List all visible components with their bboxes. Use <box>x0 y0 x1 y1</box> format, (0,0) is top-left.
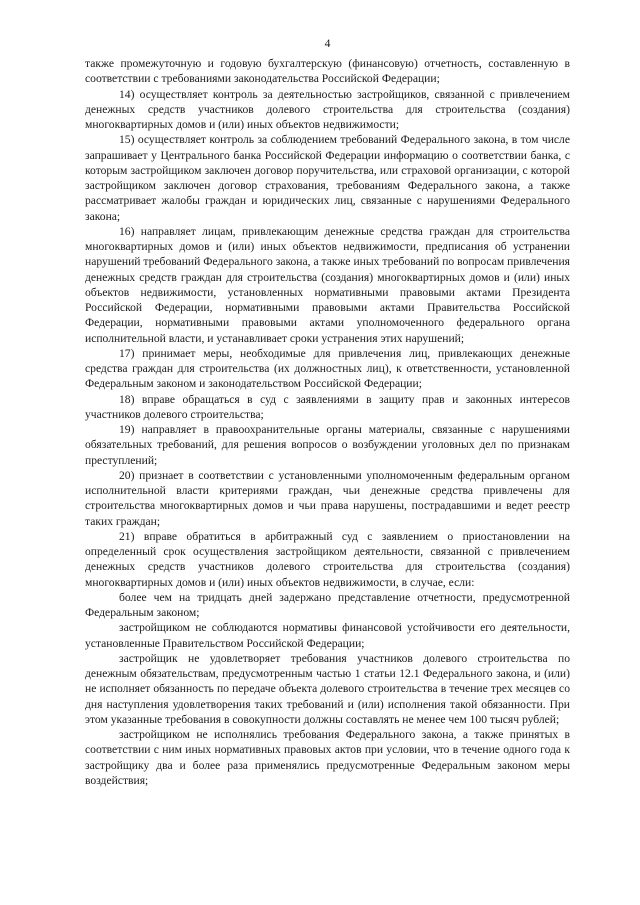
paragraph-item-20: 20) признает в соответствии с установленными уполномоченным федеральным органом исполнительной власти критериями граждан, чьи денежные средства привлечены для строительства многоквартирных домов и чьи права нарушены, пострадавшими и ведет реестр таких граждан; <box>85 468 570 528</box>
paragraph-item-21: 21) вправе обратиться в арбитражный суд с заявлением о приостановлении на определенный срок осуществления застройщиком деятельности, связанной с привлечением денежных средств участников долевого строительства для строительства (создания) многоквартирных домов и (или) иных объектов недвижимости, в случае, если: <box>85 529 570 589</box>
paragraph-condition-reporting-delay: более чем на тридцать дней задержано представление отчетности, предусмотренной Федеральным законом; <box>85 590 570 619</box>
paragraph-item-17: 17) принимает меры, необходимые для привлечения лиц, привлекающих денежные средства граждан для строительства (их должностных лиц), к ответственности, установленной Федеральным законом и законодательством Российской Федерации; <box>85 346 570 391</box>
paragraph-condition-repeated-violations: застройщиком не исполнялись требования Федерального закона, а также принятых в соответствии с ним иных нормативных правовых актов при условии, что в течение одного года к застройщику два и более раза применялись предусмотренные Федеральным законом меры воздействия; <box>85 728 570 787</box>
paragraph-condition-unmet-obligations: застройщик не удовлетворяет требования участников долевого строительства по денежным обязательствам, предусмотренным частью 1 статьи 12.1 Федерального закона, и (или) не исполняет обязанность по передаче объекта долевого строительства в течение трех месяцев со дня наступления удовлетворения таких требований и (или) исполнения такой обязанности. При этом указанные требования в совокупности должны составлять не менее чем 100 тысяч рублей; <box>85 651 570 726</box>
paragraph-item-19: 19) направляет в правоохранительные органы материалы, связанные с нарушениями обязательных требований, для решения вопросов о возбуждении уголовных дел по признакам преступлений; <box>85 423 570 467</box>
paragraph-continuation: также промежуточную и годовую бухгалтерскую (финансовую) отчетность, составленную в соответствии с требованиями законодательства Российской Федерации; <box>85 57 570 86</box>
paragraph-item-14: 14) осуществляет контроль за деятельностью застройщиков, связанной с привлечением денежных средств участников долевого строительства для строительства (создания) многоквартирных домов и (или) иных объектов недвижимости; <box>85 87 570 131</box>
paragraph-item-16: 16) направляет лицам, привлекающим денежные средства граждан для строительства многоквартирных домов и (или) иных объектов недвижимости, предписания об устранении нарушений требований Федерального закона, а также иных требований по вопросам привлечения денежных средств граждан для строительства (создания) многоквартирных домов и (или) иных объектов недвижимости, установленных нормативными правовыми актами Президента Российской Федерации, нормативными правовыми актами Правительства Российской Федерации, нормативными правовыми актами уполномоченного федерального органа исполнительной власти, и устанавливает сроки устранения этих нарушений; <box>85 224 570 345</box>
paragraph-condition-financial-norms: застройщиком не соблюдаются нормативы финансовой устойчивости его деятельности, установленные Правительством Российской Федерации; <box>85 621 570 650</box>
paragraph-item-15: 15) осуществляет контроль за соблюдением требований Федерального закона, в том числе запрашивает у Центрального банка Российской Федерации информацию о соответствии банка, с которым застройщиком заключен договор поручительства, или страховой организации, с которой застройщиком заключен договор страхования, требованиям Федерального закона, а также рассматривает жалобы граждан и юридических лиц, связанные с нарушениями Федерального закона; <box>85 133 570 223</box>
page-number: 4 <box>324 37 331 50</box>
document-page <box>85 36 570 788</box>
paragraph-item-18: 18) вправе обращаться в суд с заявлениями в защиту прав и законных интересов участников долевого строительства; <box>85 392 570 421</box>
